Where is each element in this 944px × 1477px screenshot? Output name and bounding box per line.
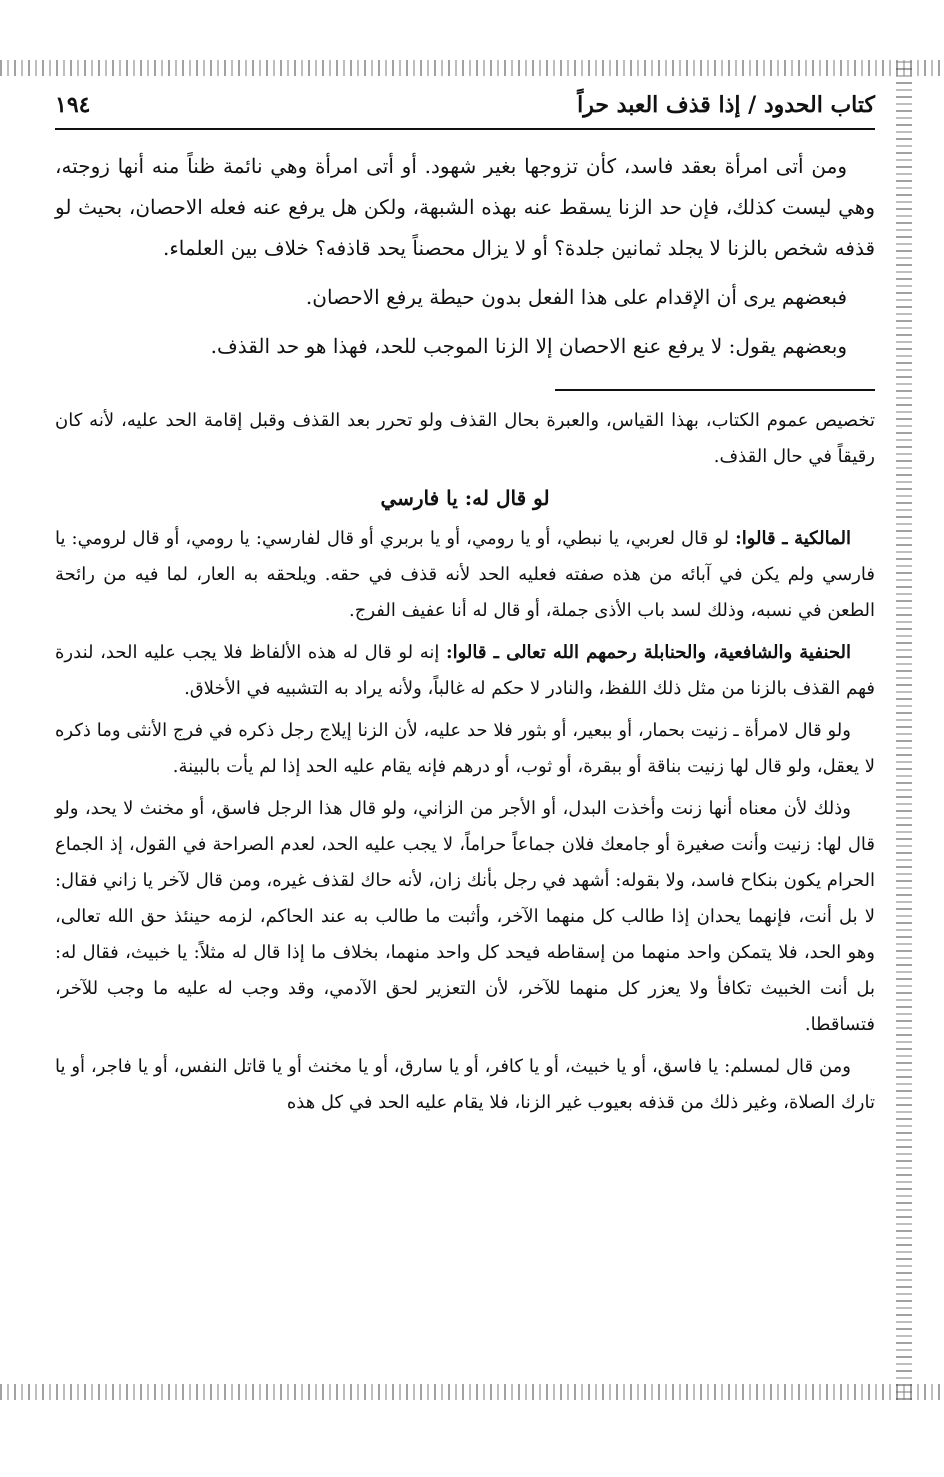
main-text	[55, 146, 875, 367]
main-paragraph-3: وبعضهم يقول: لا يرفع عنع الاحصان إلا الزنا الموجب للحد، فهذا هو حد القذف.	[210, 334, 847, 358]
page-number: ١٩٤	[55, 92, 98, 118]
footnote-intro: تخصيص عموم الكتاب، بهذا القياس، والعبرة بحال القذف ولو تحرر بعد القذف وقبل إقامة الحد عليه، لأنه كان رقيقاً في حال القذف.	[55, 410, 875, 467]
main-paragraph-1: ومن أتى امرأة بعقد فاسد، كأن تزوجها بغير شهود. أو أتى امرأة وهي نائمة ظناً منه أنها زوجته، وهي ليست كذلك، فإن حد الزنا يسقط عنه بهذه الشبهة، ولكن هل يرفع عنه فعله الاحصان، بحيث لو قذفه شخص بالزنا لا يجلد ثمانين جلدة؟ أو لا يزال محصناً يحد قاذفه؟ خلاف بين العلماء.	[55, 154, 875, 260]
hanafi-lead: الحنفية والشافعية، والحنابلة رحمهم الله تعالى ـ قالوا:	[445, 642, 852, 663]
bottom-decorative-border	[0, 1384, 944, 1400]
footnote-paragraph-3: ولو قال لامرأة ـ زنيت بحمار، أو ببعير، أو بثور فلا حد عليه، لأن الزنا إيلاج رجل ذكره في فرج الأنثى وما ذكره لا يعقل، ولو قال لها زنيت بناقة أو ببقرة، أو ثوب، أو درهم فإنه يقام عليه الحد إذا لم يأت بالبينة.	[55, 720, 875, 777]
hanafi-text: إنه لو قال له هذه الألفاظ فلا يجب عليه الحد، لندرة فهم القذف بالزنا من مثل ذلك اللفظ، والنادر لا حكم له غالباً، ولأنه يراد به التشبيه في الأخلاق.	[55, 642, 875, 699]
main-paragraph-2: فبعضهم يرى أن الإقدام على هذا الفعل بدون حيطة يرفع الاحصان.	[305, 285, 847, 309]
footnote-text	[55, 403, 875, 1121]
maliki-text: لو قال لعربي، يا نبطي، أو يا رومي، أو يا بربري أو قال لفارسي: يا رومي، أو قال لرومي: يا فارسي ولم يكن في آبائه من هذه صفته فعليه الحد لأنه قذف في حقه. ويلحقه به العار، لما فيه من رائحة الطعن في نسبه، وذلك لسد باب الأذى جملة، أو قال له أنا عفيف الفرج.	[55, 528, 875, 621]
maliki-lead: المالكية ـ قالوا:	[735, 528, 851, 549]
footnote-paragraph-1	[55, 521, 875, 629]
footnote-paragraph-5: ومن قال لمسلم: يا فاسق، أو يا خبيث، أو يا كافر، أو يا سارق، أو يا مخنث أو يا قاتل النفس، أو يا فاجر، أو يا تارك الصلاة، وغير ذلك من قذفه بعيوب غير الزنا، فلا يقام عليه الحد في كل هذه	[55, 1056, 875, 1113]
footnote-paragraph-4: وذلك لأن معناه أنها زنت وأخذت البدل، أو الأجر من الزاني، ولو قال هذا الرجل فاسق، أو مخنث لا يحد، ولو قال لها: زنيت وأنت صغيرة أو جامعك فلان جماعاً حراماً، لا يجب عليه الحد، لعدم الصراحة في القول، إذ الجماع الحرام يكون بنكاح فاسد، ولا بقوله: أشهد في رجل بأنك زان، لأنه حاك لقذف غيره، ومن قال لآخر يا زاني فقال: لا بل أنت، فإنهما يحدان إذا طالب كل منهما الآخر، وأثبت ما طالب به عند الحاكم، لزمه حينئذ حق الله تعالى، وهو الحد، فلا يتمكن واحد منهما من إسقاطه فيحد كل واحد منهما، بخلاف ما إذا قال له مثلاً: يا خبيث، فقال له: بل أنت الخبيث تكافأ ولا يعزر كل منهما للآخر، لأن التعزير لحق الآدمي، وقد وجب له عليه ما وجب للآخر، فتساقطا.	[54, 798, 875, 1035]
chapter-title: كتاب الحدود / إذا قذف العبد حراً	[569, 92, 875, 118]
footnote-paragraph-2	[55, 635, 875, 707]
top-decorative-border	[0, 60, 944, 76]
right-decorative-border	[896, 60, 912, 1400]
book-page	[55, 92, 875, 1127]
running-header	[55, 92, 875, 130]
footnote-separator	[555, 389, 875, 391]
footnote-heading: لو قال له: يا فارسي	[380, 486, 550, 510]
